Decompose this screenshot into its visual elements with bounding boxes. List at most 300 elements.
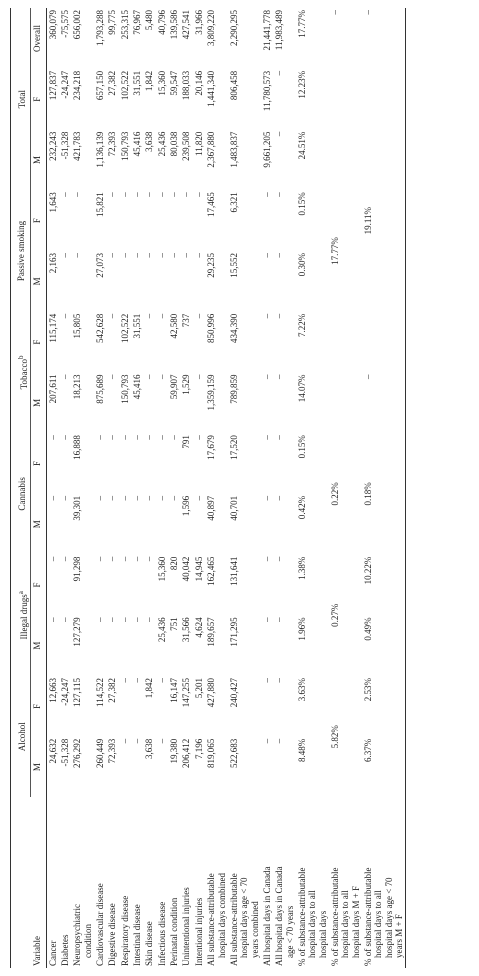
table-cell: 76,967 [132,10,143,35]
table-cell: 72,393 [107,738,118,764]
table-cell: 19.11% [362,69,406,373]
row-label [59,797,71,968]
table-cell: – [132,556,143,562]
table-cell: 21,441,778 [261,10,272,51]
table-cell: 59,907 [169,374,180,400]
row-label-line: Perinatal condition [169,897,180,966]
total-f-header: F [31,69,46,130]
table-cell: 2,163 [47,253,58,274]
table-row [205,8,228,968]
table-cell: 1,483,837 [228,131,239,168]
table-cell: 127,279 [72,617,83,647]
row-label-line: Digestive disease [107,903,118,966]
table-cell: – [261,253,272,258]
table-cell: 657,150 [95,70,106,101]
table-cell: 6.37% [362,737,406,798]
table-cell: – [72,192,83,197]
row-label-line: hospital days age < 70 [383,877,394,958]
table-cell: 11,780,573 [261,70,272,112]
table-cell: – [119,435,130,440]
table-cell: 11,983,489 [274,10,285,51]
table-cell: 656,002 [72,10,83,40]
table-cell: 15,805 [72,313,83,339]
table-cell: 27,073 [95,253,106,278]
row-label-line: years combined [249,901,260,958]
row-label-line: % of substance-attributable [329,867,340,966]
table-row [94,8,106,968]
table-cell: – [261,678,272,683]
table-cell: 162,465 [206,556,217,586]
table-cell: – [169,495,180,501]
table-cell: -24,247 [60,70,71,99]
table-cell: – [132,738,143,744]
table-cell: 31,966 [193,10,204,35]
table-row [193,8,205,968]
table-row [71,8,94,968]
table-cell: 31,551 [132,70,143,96]
table-cell: – [144,617,155,622]
row-label [131,797,143,968]
row-label-line: Infectious disease [156,901,167,966]
row-label-line: Intestinal disease [132,904,143,966]
table-cell: – [156,495,167,501]
table-cell: 0.27% [329,603,340,627]
table-cell: 3,638 [144,738,155,759]
table-cell: – [261,313,272,319]
table-cell: 45,416 [132,131,143,157]
table-cell: 207,611 [47,374,58,404]
table-row [180,8,192,968]
table-cell: 15,552 [228,253,239,278]
table-cell: 150,793 [119,374,130,404]
table-cell: – [169,435,180,440]
table-cell: 27,382 [107,678,118,703]
table-cell: – [95,495,106,501]
table-cell: – [274,435,285,440]
table-cell: 7,196 [193,738,204,759]
header-group-row [11,8,31,968]
table-cell: – [261,435,272,440]
table-cell: 59,547 [169,70,180,96]
table-cell: – [144,435,155,440]
row-label-line: years M + F [394,914,404,958]
table-row [296,8,329,968]
table-cell: 239,508 [181,131,192,161]
table-cell: -24,247 [60,678,71,706]
row-label-line: All hospital days in Canada [261,866,272,966]
row-label-line: Skin disease [144,921,155,966]
table-cell: 40,701 [228,495,239,521]
passive-m-header: M [31,251,46,312]
table-cell: – [274,678,285,683]
table-cell: 17.77% [329,237,340,265]
table-cell: 188,033 [181,70,192,101]
illegal-m-header: M [31,615,46,676]
variable-header: Variable [11,797,47,968]
cannabis-header: Cannabis [11,433,31,554]
table-cell: 820 [169,556,180,571]
table-cell: – [156,374,167,379]
row-label [261,797,273,968]
row-label [156,797,168,968]
row-label [46,797,59,968]
table-cell: – [107,253,118,258]
table-cell: 17,520 [228,435,239,460]
table-cell: – [156,678,167,683]
table-cell: 2,290,295 [228,10,239,46]
table-cell: 522,683 [228,738,239,768]
table-row [131,8,143,968]
table-cell: 24,632 [47,738,58,764]
row-label-line: Diabetes [60,934,71,966]
table-cell: 25,436 [156,617,167,643]
table-cell: – [119,738,130,744]
table-cell: 0.30% [296,253,307,277]
table-cell: 115,174 [47,313,58,343]
total-m-header: M [31,130,46,191]
table-cell: 4,624 [193,617,204,638]
table-cell: – [261,556,272,562]
table-cell: 7.22% [296,313,307,337]
row-label-line: hospital days to all [307,890,318,958]
table-cell: 15,360 [156,556,167,582]
row-label-line: % of substance-attributable [362,867,373,966]
table-cell: 1,842 [144,678,155,699]
table-cell: – [119,495,130,501]
row-label-line: hospital days [317,910,328,958]
table-cell: – [119,192,130,197]
table-cell: 40,796 [156,10,167,35]
table-cell: 9,661,205 [261,131,272,168]
table-cell: 20,146 [193,70,204,96]
table-cell: 751 [169,617,180,631]
table-body [46,8,406,968]
table-cell: 25,436 [156,131,167,157]
table-row [329,8,362,968]
table-cell: 434,390 [228,313,239,343]
row-label-line: Neuropsychiatric [72,904,83,966]
table-cell: – [47,435,58,440]
table-cell: 819,065 [206,738,217,768]
table-row [46,8,59,968]
table-row [362,8,406,968]
table-cell: – [95,556,106,562]
table-cell: 1,359,159 [206,374,217,411]
row-label-line: Respiratory disease [119,895,130,966]
table-cell: 40,897 [206,495,217,521]
table-cell: 421,783 [72,131,83,161]
passive-f-header: F [31,190,46,251]
table-cell: 40,042 [181,556,192,582]
table-cell: – [274,495,285,501]
table-cell: 1,643 [47,192,58,213]
table-cell: – [107,374,118,379]
table-cell: 427,880 [206,678,217,708]
table-cell: 1,842 [144,70,155,92]
table-cell: – [144,313,155,319]
passive-smoking-header: Passive smoking [11,190,31,311]
table-cell: 0.18% [362,433,406,554]
table-cell: 3,809,220 [206,10,217,46]
row-label-line: hospital days to all [340,890,351,958]
table-cell: – [362,372,406,433]
table-cell: 102,522 [119,313,130,343]
table-cell: – [95,435,106,440]
table-cell: 2.53% [362,676,406,737]
table-cell: 5,201 [193,678,204,699]
table-cell: – [193,374,204,379]
table-cell: – [107,313,118,319]
table-cell: 12.23% [296,70,307,99]
table-cell: – [156,253,167,258]
total-header: Total [11,8,31,190]
table-cell: – [274,556,285,562]
cannabis-f-header: F [31,433,46,494]
table-cell: – [156,313,167,319]
row-label [106,797,118,968]
table-cell: – [144,495,155,501]
row-label-line: Cancer [47,940,58,966]
table-cell: 14.07% [296,374,307,403]
row-label-line: hospital days combined [216,873,227,958]
table-cell: 19,380 [169,738,180,764]
row-label [180,797,192,968]
table-cell: – [193,435,204,440]
table-cell: – [144,374,155,379]
table-cell: 24.51% [296,131,307,160]
table-cell: 0.22% [329,482,340,506]
table-cell: 5,480 [144,10,155,31]
table-cell: 99,775 [107,10,118,35]
table-cell: 276,292 [72,738,83,768]
table-cell: 5.82% [329,725,340,749]
table-cell: – [156,738,167,744]
table-cell: 6,321 [228,192,239,213]
table-cell: – [169,253,180,258]
table-cell: – [144,253,155,258]
row-label [71,797,94,968]
table-cell: – [119,678,130,683]
table-cell: 31,551 [132,313,143,339]
table-cell: 14,945 [193,556,204,582]
row-label-line: condition [82,924,93,958]
table-cell: 206,412 [181,738,192,768]
table-cell: 806,458 [228,70,239,101]
table-cell: – [132,617,143,622]
table-row [261,8,273,968]
table-cell: 8.48% [296,738,307,762]
illegal-drugs-header: Illegal drugs$^a$ [11,555,31,676]
table-cell: 29,235 [206,253,217,278]
table-cell: 850,996 [206,313,217,343]
table-cell: 11,820 [193,131,204,157]
table-cell: – [107,192,118,197]
alcohol-f-header: F [31,676,46,737]
table-cell: 45,416 [132,374,143,400]
table-cell: – [193,495,204,501]
table-cell: – [60,495,71,501]
table-cell: – [132,678,143,683]
table-cell: 260,449 [95,738,106,768]
row-label [94,797,106,968]
row-label-line: All hospital days in Canada [274,866,285,966]
table-cell: 15,821 [95,192,106,218]
table-cell: 16,147 [169,678,180,703]
illegal-f-header: F [31,555,46,616]
table-cell: 39,301 [72,495,83,521]
table-cell: 31,566 [181,617,192,643]
table-cell: 189,657 [206,617,217,647]
table-cell: – [156,192,167,197]
table-cell: -51,328 [60,131,71,160]
table-cell: – [72,253,83,258]
table-cell: – [60,374,71,379]
table-cell: – [60,313,71,319]
table-cell: 789,859 [228,374,239,404]
table-cell: – [47,617,58,622]
row-label [362,797,406,968]
table-cell: 737 [181,313,192,328]
table-cell: 147,255 [181,678,192,708]
table-cell: – [193,253,204,258]
table-cell: 17.77% [296,10,307,38]
table-cell: 42,580 [169,313,180,339]
table-cell: – [107,495,118,501]
row-label-line: Intentional injuries [193,897,204,966]
table-cell: – [119,556,130,562]
table-cell: 253,315 [119,10,130,40]
table-row [119,8,131,968]
table-cell: 150,793 [119,131,130,161]
table-cell: – [261,192,272,197]
table-cell: – [169,192,180,197]
table-cell: 791 [181,435,192,449]
table-cell: 72,393 [107,131,118,157]
table-cell: – [47,495,58,501]
row-label [119,797,131,968]
row-label-line: All substance-attributable [228,873,239,966]
tobacco-f-header: F [31,312,46,373]
table-cell: 234,218 [72,70,83,101]
table-cell: 171,295 [228,617,239,647]
table-row [156,8,168,968]
row-label-line: age < 70 years [284,905,295,958]
data-table [10,8,406,968]
table-cell: – [181,192,192,197]
table-cell: 0.15% [296,435,307,459]
tobacco-m-header: M [31,372,46,433]
alcohol-header: Alcohol [11,676,31,797]
table-row [228,8,261,968]
table-row [59,8,71,968]
table-cell: 80,038 [169,131,180,157]
table-cell: 10.22% [362,555,406,616]
table-cell: 17,465 [206,192,217,218]
table-cell: – [362,8,406,69]
table-cell: 15,360 [156,70,167,96]
cannabis-m-header: M [31,494,46,555]
table-cell: 91,298 [72,556,83,582]
table-cell: 360,079 [47,10,58,40]
table-cell: – [193,313,204,319]
table-cell: – [193,192,204,197]
table-cell: 3.63% [296,678,307,702]
table-row [106,8,118,968]
table-cell: – [274,374,285,379]
table-cell: 1,136,139 [95,131,106,168]
table-cell: 18,213 [72,374,83,400]
row-label [143,797,155,968]
table-cell: 1.38% [296,556,307,580]
table-cell: 27,382 [107,70,118,96]
table-cell: – [60,192,71,197]
table-cell: – [181,253,192,258]
table-cell: – [132,192,143,197]
table-cell: 542,628 [95,313,106,343]
table-cell: 127,837 [47,70,58,101]
table-cell: – [261,495,272,501]
table-row [168,8,180,968]
table-cell: – [107,556,118,562]
table-row [143,8,155,968]
table-cell: – [107,435,118,440]
table-cell: 427,541 [181,10,192,40]
row-label-line: All substance-attributable [206,873,217,966]
alcohol-m-header: M [31,737,46,798]
table-cell: – [95,617,106,622]
table-cell: – [144,192,155,197]
row-label-line: hospital days age < 70 [239,877,250,958]
table-cell: – [60,617,71,622]
row-label [168,797,180,968]
row-label [205,797,228,968]
row-label-line: Unintentional injuries [181,887,192,966]
table-cell: 127,115 [72,678,83,707]
row-label [296,797,329,968]
table-cell: 0.49% [362,615,406,676]
table-cell: 17,679 [206,435,217,460]
table-cell: -75,575 [60,10,71,38]
row-label-line: Cardiovascular disease [95,883,106,966]
table-cell: 16,888 [72,435,83,460]
table-cell: – [107,617,118,622]
table-cell: – [119,617,130,622]
table-cell: – [144,556,155,562]
row-label-line: hospital days to all [373,890,384,958]
row-label [329,797,362,968]
table-cell: – [60,253,71,258]
table-cell: 1,441,340 [206,70,217,107]
table-cell: 114,522 [95,678,106,707]
table-cell: 12,663 [47,678,58,703]
table-cell: 102,522 [119,70,130,101]
table-cell: – [47,556,58,562]
table-cell: – [329,10,340,15]
table-cell: – [274,70,285,76]
table-cell: 139,586 [169,10,180,40]
table-row [273,8,296,968]
table-cell: – [261,617,272,622]
table-cell: – [132,253,143,258]
table-cell: 240,427 [228,678,239,708]
table-cell: – [274,738,285,744]
table-cell: – [274,253,285,258]
row-label [193,797,205,968]
table-cell: 2,367,880 [206,131,217,168]
table-cell: – [261,374,272,379]
table-cell: – [132,495,143,501]
table-cell: 1,596 [181,495,192,517]
